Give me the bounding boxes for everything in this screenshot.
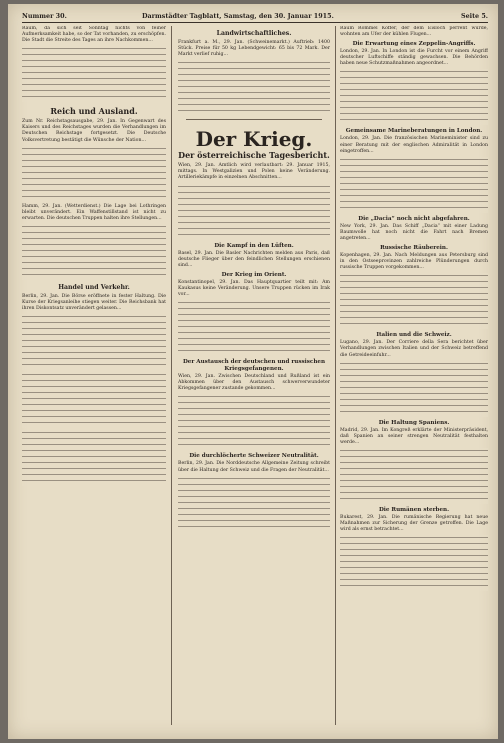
newspaper-page (8, 4, 498, 739)
text-block (22, 46, 166, 102)
text-block (340, 69, 488, 125)
column-divider (171, 26, 172, 725)
section-heading: Handel und Verkehr. (58, 283, 130, 291)
text-block (22, 372, 166, 428)
article-heading: Die Kampf in den Lüften. (214, 242, 294, 249)
article-text: Hamm, 29. Jan. (Wetterdienst.) Die Lage bei Lothringen bleibt unverändert. Ein Waffenstillstand ist nicht zu erwarten. Die deutschen Truppen halten ihre Stellungen... (22, 203, 166, 221)
divider (186, 119, 322, 120)
column-left (22, 26, 166, 725)
main-headline: Der Krieg. (195, 127, 313, 152)
text-block (340, 273, 488, 329)
article-text: Frankfurt a. M., 29. Jan. (Schweinemarkt.) Auftrieb: 1400 Stück. Preise für 50 kg Lebendgewicht: 65 bis 72 Mark. Der Markt verlief ruhig... (178, 40, 330, 58)
text-block (22, 224, 166, 280)
section-heading: Reich und Ausland. (50, 106, 138, 117)
article-text: Kopenhagen, 29. Jan. Nach Meldungen aus Petersburg sind in den Ostseeprovinzen zahlreiche Plünderungen durch russische Truppen vorgekommen... (340, 253, 488, 271)
column-right (340, 26, 488, 725)
article-heading: Der Austausch der deutschen und russischen Kriegsgefangenen. (182, 359, 326, 373)
article-text: Raum, da sich seit Sonntag nichts von feiner Aufmerksamkeit habe, so der Tat vorhanden, zu erschöpfen. Die Stadt die Streite des Tages an ihre Nachkommen... (22, 26, 166, 44)
text-block (340, 361, 488, 417)
article-text: Konstantinopel, 29. Jan. Das Hauptquartier teilt mit: Am Kaukasus keine Veränderung. Unsere Truppen rücken im Irak vor... (178, 279, 330, 298)
article-heading: Der Krieg im Orient. (221, 271, 287, 278)
column-middle (178, 26, 330, 725)
text-block (178, 476, 330, 532)
article-text: Wien, 29. Jan. Zwischen Deutschland und Rußland ist ein Abkommen über den Austausch schwerverwundeter Kriegsgefangener zustande gekommen... (178, 374, 330, 392)
article-text: New York, 29. Jan. Das Schiff „Dacia“ mit einer Ladung Baumwolle hat noch nicht die Fahrt nach Bremen angetreten... (340, 223, 488, 241)
section-heading: Landwirtschaftliches. (216, 30, 292, 37)
text-block (178, 394, 330, 450)
article-heading: Russische Räuberein. (380, 245, 448, 252)
article-heading: Die Haltung Spaniens. (378, 419, 450, 426)
article-text: London, 29. Jan. In London ist die Furcht vor einem Angriff deutscher Luftschiffe ständig gewachsen. Die Behörden haben neue Schutzmaßnahmen angeordnet... (340, 49, 488, 67)
article-text: Zum Nr. Reichstagsausgabe, 29. Jan. In Gegenwart des Kaisers und des Reichstages wurden die Verhandlungen im Deutschen Reichstage fortgesetzt. Die Deutsche Volksvertretung bestätigt die Wünsche der Nation... (22, 119, 166, 143)
text-block (22, 146, 166, 202)
text-block (340, 157, 488, 213)
article-heading: Die durchlöcherte Schweizer Neutralität. (189, 453, 319, 460)
paper-dateline: Darmstädter Tagblatt, Samstag, den 30. Januar 1915. (142, 12, 334, 20)
text-block (22, 314, 166, 370)
article-text: London, 29. Jan. Die französischen Marineminister sind zu einer Beratung mit der englischen Admiralität in London eingetroffen... (340, 136, 488, 154)
article-text: Berlin, 29. Jan. Die Norddeutsche Allgemeine Zeitung schreibt über die Haltung der Schweiz und die Fragen der Neutralität... (178, 461, 330, 473)
page-number: Seite 5. (460, 12, 488, 20)
masthead (22, 10, 488, 23)
text-block (178, 300, 330, 356)
column-divider (335, 26, 336, 725)
article-heading: Italien und die Schweiz. (376, 332, 452, 339)
issue-number: Nummer 30. (22, 12, 67, 20)
article-text: Wien, 29. Jan. Amtlich wird verlautbart: 29. Januar 1915, mittags. In Westgalizien und Polen keine Veränderung. Artilleriekämpfe in einzelnen Abschnitten... (178, 163, 330, 181)
article-heading: Gemeinsame Marineberatungen in London. (345, 128, 483, 135)
text-block (340, 535, 488, 591)
article-heading: Die Erwartung eines Zeppelin-Angriffs. (352, 41, 476, 48)
article-text: Berlin, 29. Jan. Die Börse eröffnete in fester Haltung. Die Kurse der Kriegsanleihe stiegen weiter. Die Reichsbank hat ihren Diskontsatz unverändert gelassen... (22, 293, 166, 312)
article-text: Madrid, 29. Jan. Im Kongreß erklärte der Ministerpräsident, daß Spanien an seiner strengen Neutralität festhalten werde... (340, 427, 488, 445)
text-block (22, 430, 166, 486)
article-text: Basel, 29. Jan. Die Basler Nachrichten melden aus Paris, daß deutsche Flieger über den feindlichen Stellungen erschienen sind... (178, 250, 330, 268)
text-block (178, 60, 330, 116)
article-heading: Die „Dacia“ noch nicht abgefahren. (358, 215, 470, 222)
text-block (340, 448, 488, 504)
sub-headline: Der österreichische Tagesbericht. (178, 150, 330, 161)
article-text: Lugano, 29. Jan. Der Corriere della Sera berichtet über Verhandlungen zwischen Italien und der Schweiz betreffend die Getreideeinfuhr... (340, 340, 488, 358)
article-text: Bukarest, 29. Jan. Die rumänische Regierung hat neue Maßnahmen zur Sicherung der Grenze getroffen. Die Lage wird als ernst betrachtet... (340, 514, 488, 533)
text-block (178, 184, 330, 240)
article-text: Raum Rommel Koffer, der dem Eisloch perrent wurde, wohnten am Ufer der kühlen Flugen... (340, 26, 488, 38)
article-heading: Die Rumänen sterben. (378, 506, 450, 513)
